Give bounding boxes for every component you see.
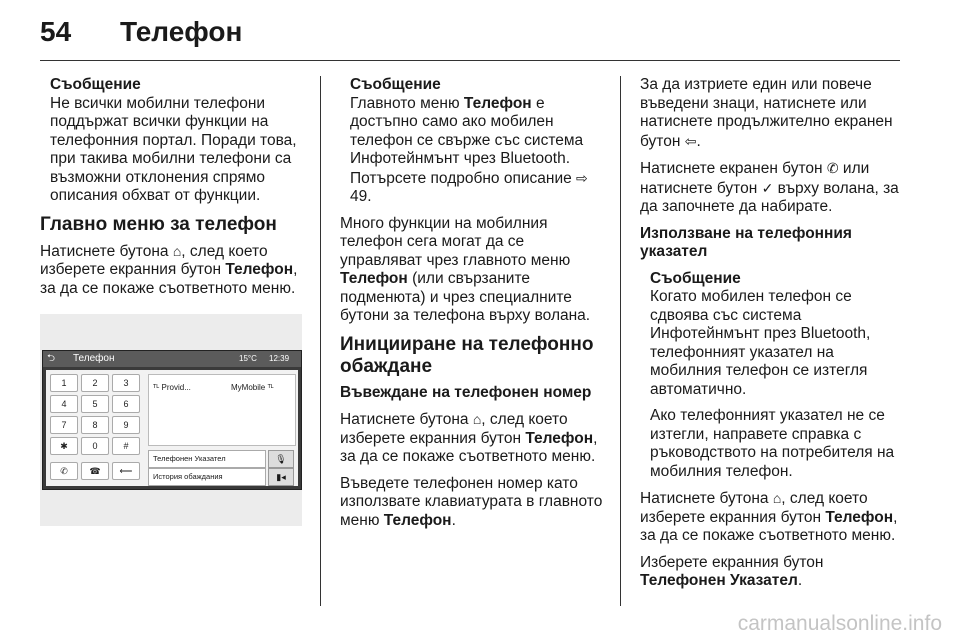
note-box	[640, 270, 905, 482]
key: 5	[81, 395, 109, 413]
watermark: carmanualsonline.info	[737, 612, 942, 635]
call-history-button: История обаждания	[148, 468, 266, 486]
screen-panel	[46, 370, 298, 486]
note-text: Главното меню Телефон е достъпно само ако мобилен телефон се свърже със система Инфотейнмънт чрез Bluetooth. Потърсете подробно описание ⇨ 49.	[350, 94, 588, 205]
key: 6	[112, 395, 140, 413]
steering-call-icon: ✓	[761, 179, 774, 196]
heading-initiate-call: Иницииране на телефонно обаждане	[340, 333, 594, 377]
screen	[42, 350, 302, 490]
key: 8	[81, 416, 109, 434]
home-icon: ⌂	[172, 242, 182, 259]
note-text: Ако телефонният указател не се изтегли, направете справка с ръководството на потребителя на мобилния телефон.	[650, 407, 895, 480]
paragraph: Въведете телефонен номер като използвате клавиатурата в главното меню Телефон.	[340, 474, 603, 529]
note-label: Съобщение	[350, 76, 441, 93]
home-icon: ⌂	[772, 490, 782, 506]
key: ✱	[50, 437, 78, 455]
mobile-name: MyMobile ᵀᴸ	[231, 383, 274, 392]
phonebook-button: Телефонен Указател	[148, 450, 266, 468]
key: 0	[81, 437, 109, 455]
key: 7	[50, 416, 78, 434]
key: 2	[81, 374, 109, 392]
delete-key: ⟵	[112, 462, 140, 480]
call-icon: ✆	[826, 160, 839, 176]
hangup-key: ☎	[81, 462, 109, 480]
paragraph: Натиснете бутона ⌂, след което изберете екранния бутон Телефон, за да се покаже съответното меню.	[640, 490, 898, 544]
subheading-enter-number: Въвеждане на телефонен номер	[340, 383, 592, 401]
key: 4	[50, 395, 78, 413]
paragraph: Много функции на мобилния телефон сега могат да се управляват чрез главното меню Телефон (или свързаните подменюта) и чрез специалните бутони за телефона върху волана.	[340, 214, 591, 324]
note-box	[340, 76, 610, 207]
screen-title: Телефон	[73, 353, 115, 364]
header-rule	[40, 60, 900, 61]
key: 9	[112, 416, 140, 434]
phone-menu-screenshot	[40, 314, 302, 526]
note-text: Когато мобилен телефон се сдвоява със система Инфотейнмънт през Bluetooth, телефонният указател на мобилния телефон се изтегля автоматично.	[650, 288, 871, 398]
speaker-icon: ▮◂	[268, 468, 294, 486]
clock: 12:39	[269, 354, 290, 363]
section-title: Телефон	[120, 16, 243, 47]
column-3	[640, 76, 905, 599]
column-1	[40, 76, 308, 526]
key: #	[112, 437, 140, 455]
call-key: ✆	[50, 462, 78, 480]
note-text: Не всички мобилни телефони поддържат всички функции на телефонния портал. Поради това, при такива мобилни телефони са възможни отклонения спрямо описания обхват от функции.	[50, 94, 297, 204]
note-box	[40, 76, 308, 206]
paragraph: За да изтриете един или повече въведени знаци, натиснете или натиснете продължително екранен бутон ⇦.	[640, 76, 893, 150]
home-icon: ⌂	[472, 411, 482, 427]
note-label: Съобщение	[650, 269, 741, 287]
paragraph: Натиснете екранен бутон ✆ или натиснете бутон ✓ върху волана, за да започнете да набирате.	[640, 160, 899, 215]
key: 1	[50, 374, 78, 392]
key: 3	[112, 374, 140, 392]
paragraph: Натиснете бутона ⌂, след което изберете екранния бутон Телефон, за да се покаже съответното меню.	[340, 411, 598, 465]
signal-icon: ᵀᴸ	[153, 383, 160, 392]
provider-name: ᵀᴸ Provid...	[153, 383, 191, 392]
note-label: Съобщение	[50, 76, 141, 93]
backspace-icon: ⇦	[684, 132, 697, 149]
subheading-phonebook: Използване на телефонния указател	[640, 224, 852, 260]
column-divider	[620, 76, 621, 606]
heading-main-menu: Главно меню за телефон	[40, 213, 277, 235]
column-divider	[320, 76, 321, 606]
paragraph: Натиснете бутона ⌂, след което изберете екранния бутон Телефон, за да се покаже съответното меню.	[40, 242, 298, 297]
reference-arrow-icon: ⇨	[576, 169, 588, 186]
back-icon: ⮌	[47, 353, 56, 364]
screen-topbar	[43, 351, 301, 367]
mute-mic-icon: 🎙	[268, 450, 294, 468]
provider-box	[148, 374, 296, 446]
column-2	[340, 76, 610, 538]
paragraph: Изберете екранния бутон Телефонен Указател.	[640, 553, 824, 589]
temperature: 15°C	[239, 354, 257, 363]
page-number: 54	[40, 16, 72, 47]
